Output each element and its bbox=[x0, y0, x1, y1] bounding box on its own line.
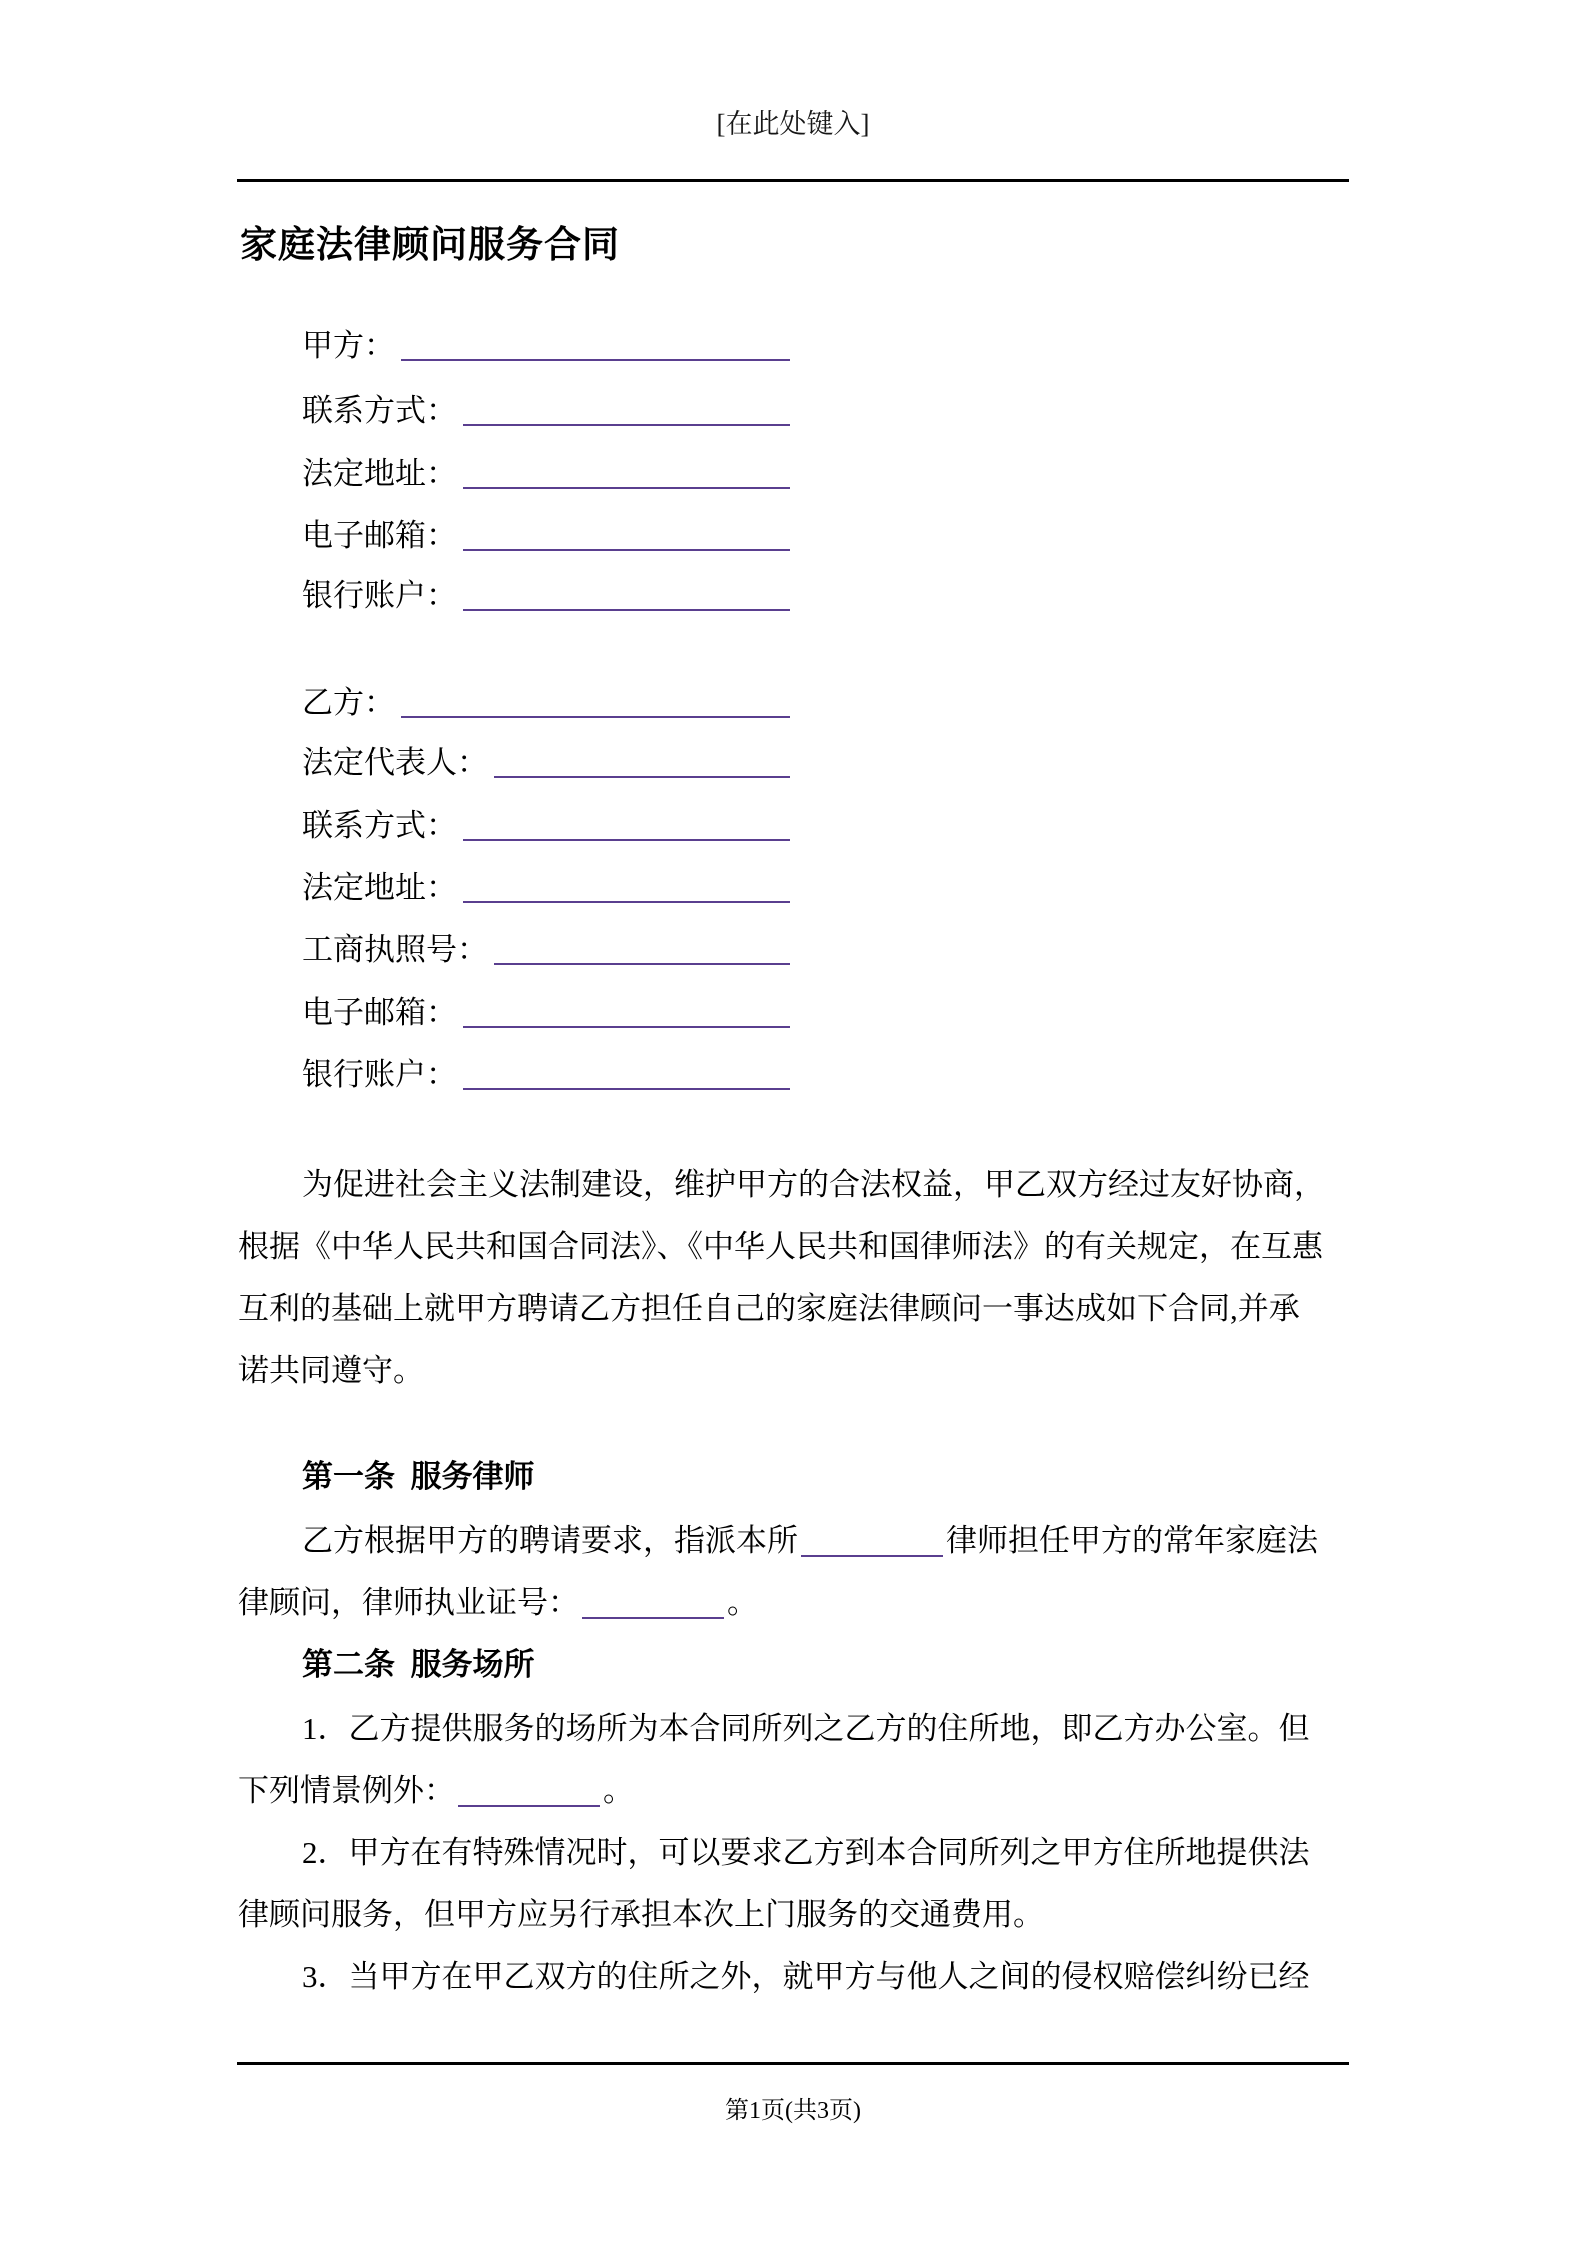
fill-in-underline[interactable] bbox=[401, 359, 790, 361]
preamble-line: 根据《中华人民共和国合同法》、《中华人民共和国律师法》的有关规定，在互惠 bbox=[238, 1229, 1323, 1264]
field-row-party-b-contact bbox=[302, 800, 790, 844]
clause-1-heading: 第一条 服务律师 bbox=[302, 1459, 535, 1494]
clause-2-text: 下列情景例外： bbox=[238, 1773, 455, 1808]
clause-2-heading: 第二条 服务场所 bbox=[302, 1647, 535, 1682]
clause-2-item-1-line-1: 1．乙方提供服务的场所为本合同所列之乙方的住所地，即乙方办公室。但 bbox=[302, 1711, 1310, 1746]
field-label: 联系方式： bbox=[302, 808, 457, 844]
field-label: 法定地址： bbox=[302, 870, 457, 906]
clause-2-text: 。 bbox=[603, 1773, 634, 1808]
page-title: 家庭法律顾问服务合同 bbox=[240, 225, 620, 266]
preamble-line: 互利的基础上就甲方聘请乙方担任自己的家庭法律顾问一事达成如下合同,并承 bbox=[238, 1291, 1300, 1326]
fill-in-underline[interactable] bbox=[463, 901, 790, 903]
clause-2-item-3-line-1: 3．当甲方在甲乙双方的住所之外，就甲方与他人之间的侵权赔偿纠纷已经 bbox=[302, 1959, 1310, 1994]
field-label: 电子邮箱： bbox=[302, 995, 457, 1031]
clause-1-body-line-2 bbox=[238, 1584, 758, 1623]
field-label: 乙方： bbox=[302, 685, 395, 721]
fill-in-underline[interactable] bbox=[463, 424, 790, 426]
footer-rule bbox=[237, 2062, 1349, 2065]
clause-1-body-line-1 bbox=[302, 1522, 1318, 1561]
fill-in-underline[interactable] bbox=[463, 549, 790, 551]
fill-in-underline[interactable] bbox=[401, 716, 790, 718]
field-row-party-b-name bbox=[302, 677, 790, 721]
field-label: 联系方式： bbox=[302, 393, 457, 429]
field-label: 法定代表人： bbox=[302, 745, 488, 781]
fill-in-underline[interactable] bbox=[463, 839, 790, 841]
clause-2-item-2-line-2: 律顾问服务，但甲方应另行承担本次上门服务的交通费用。 bbox=[238, 1897, 1044, 1932]
page-number: 第1页(共3页) bbox=[725, 2098, 861, 2124]
field-row-party-b-license bbox=[302, 924, 790, 968]
field-row-party-a-email bbox=[302, 510, 790, 554]
fill-in-underline[interactable] bbox=[463, 609, 790, 611]
header-rule bbox=[237, 179, 1349, 182]
clause-2-item-1-line-2 bbox=[238, 1772, 634, 1811]
field-label: 银行账户： bbox=[302, 1057, 457, 1093]
field-label: 工商执照号： bbox=[302, 932, 488, 968]
preamble-line: 诺共同遵守。 bbox=[238, 1353, 424, 1388]
clause-1-text: 律顾问，律师执业证号： bbox=[238, 1585, 579, 1620]
field-row-party-a-name bbox=[302, 320, 790, 364]
field-label: 电子邮箱： bbox=[302, 518, 457, 554]
field-row-party-a-bank bbox=[302, 570, 790, 614]
field-row-party-b-email bbox=[302, 987, 790, 1031]
preamble-line: 为促进社会主义法制建设，维护甲方的合法权益，甲乙双方经过友好协商， bbox=[302, 1167, 1325, 1202]
exception-blank[interactable] bbox=[458, 1772, 600, 1807]
clause-1-text: 乙方根据甲方的聘请要求，指派本所 bbox=[302, 1523, 798, 1558]
fill-in-underline[interactable] bbox=[463, 487, 790, 489]
field-label: 法定地址： bbox=[302, 456, 457, 492]
field-label: 甲方： bbox=[302, 328, 395, 364]
fill-in-underline[interactable] bbox=[494, 776, 790, 778]
fill-in-underline[interactable] bbox=[463, 1026, 790, 1028]
clause-1-text: 律师担任甲方的常年家庭法 bbox=[946, 1523, 1318, 1558]
clause-2-item-2-line-1: 2．甲方在有特殊情况时，可以要求乙方到本合同所列之甲方住所地提供法 bbox=[302, 1835, 1310, 1870]
field-row-party-a-address bbox=[302, 448, 790, 492]
fill-in-underline[interactable] bbox=[463, 1088, 790, 1090]
lawyer-name-blank[interactable] bbox=[801, 1522, 943, 1557]
field-row-party-b-bank bbox=[302, 1049, 790, 1093]
clause-1-text: 。 bbox=[727, 1585, 758, 1620]
field-row-party-b-address bbox=[302, 862, 790, 906]
fill-in-underline[interactable] bbox=[494, 963, 790, 965]
field-row-party-a-contact bbox=[302, 385, 790, 429]
license-number-blank[interactable] bbox=[582, 1584, 724, 1619]
field-label: 银行账户： bbox=[302, 578, 457, 614]
header-type-here-placeholder[interactable]: [在此处键入] bbox=[716, 109, 870, 139]
field-row-party-b-legal-rep bbox=[302, 737, 790, 781]
